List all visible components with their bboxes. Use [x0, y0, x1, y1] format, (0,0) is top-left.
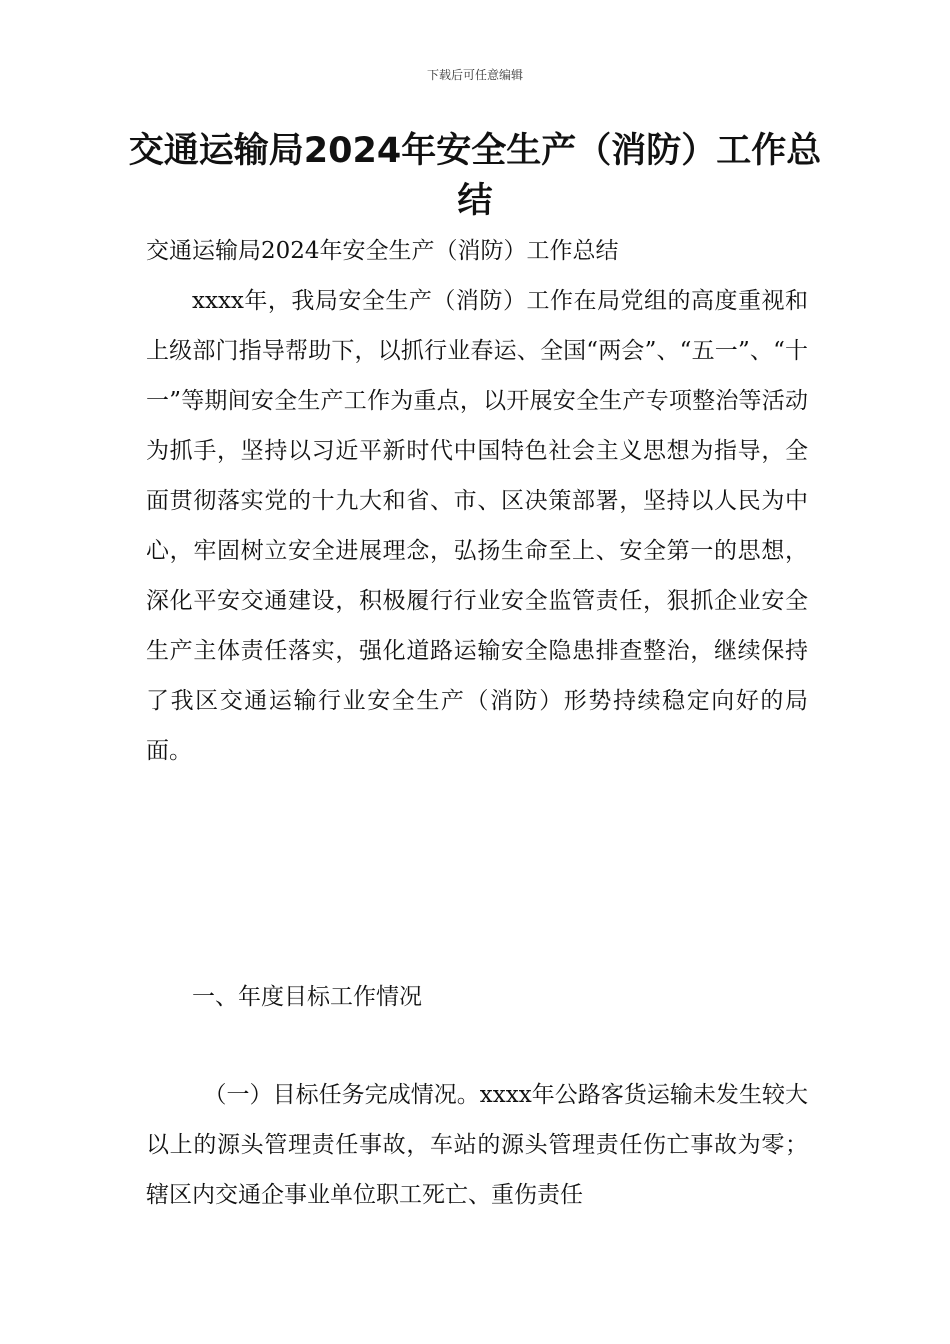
document-title: 交通运输局2024年安全生产（消防）工作总结: [128, 131, 822, 221]
intro-paragraph: xxxx年，我局安全生产（消防）工作在局党组的高度重视和上级部门指导帮助下，以抓行业春运、全国“两会”、“五一”、“十一”等期间安全生产工作为重点，以开展安全生产专项整治等活动为抓手，坚持以习近平新时代中国特色社会主义思想为指导，全面贯彻落实党的十九大和省、市、区决策部署，坚持以人民为中心，牢固树立安全进展理念，弘扬生命至上、安全第一的思想，深化平安交通建设，积极履行行业安全监管责任，狠抓企业安全生产主体责任落实，强化道路运输安全隐患排查整治，继续保持了我区交通运输行业安全生产（消防）形势持续稳定向好的局面。: [146, 288, 808, 764]
document-subtitle: 交通运输局2024年安全生产（消防）工作总结: [146, 238, 619, 264]
section-heading: 一、年度目标工作情况: [192, 984, 422, 1010]
header-note: 下载后可任意编辑: [426, 68, 523, 82]
goal-paragraph: （一）目标任务完成情况。xxxx年公路客货运输未发生较大以上的源头管理责任事故，车站的源头管理责任伤亡事故为零；辖区内交通企事业单位职工死亡、重伤责任: [146, 1082, 808, 1208]
